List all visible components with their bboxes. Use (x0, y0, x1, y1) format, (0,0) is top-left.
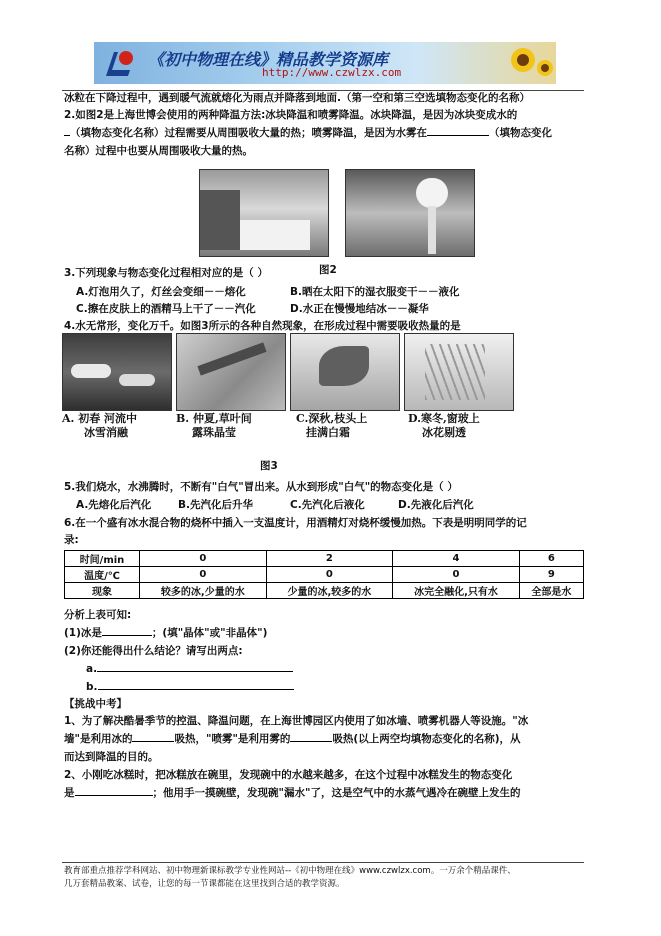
table-cell: 0 (140, 567, 267, 583)
option-c: C.先汽化后液化 (290, 499, 365, 511)
option-c: C.擦在皮肤上的酒精马上干了－－汽化 (76, 303, 256, 315)
footer-text: 几万套精品教案、试卷，让您的每一节课都能在这里找到合适的教学资源。 (64, 879, 345, 889)
caption-b: B. 仲夏,草叶间 露珠晶莹 (176, 412, 252, 439)
answer-1: (1)冰是 ；(填"晶体"或"非晶体") (64, 627, 268, 639)
photo-ice-wall (199, 169, 329, 257)
photo-melting-ice (62, 333, 172, 411)
table-cell: 0 (266, 567, 393, 583)
footer-text: 教育部重点推荐学科网站、初中物理新课标教学专业性网站--《初中物理在线》www.czwlzx.com。一万余个精品课件、 (64, 866, 516, 876)
question-4: 4.水无常形，变化万千。如图3所示的各种自然现象，在形成过程中需要吸收热量的是 (64, 320, 461, 332)
banner-url: http://www.czwlzx.com (262, 66, 402, 79)
table-cell: 冰完全融化,只有水 (393, 583, 520, 599)
table-row (65, 583, 584, 599)
option-b: B.晒在太阳下的湿衣服变干－－液化 (290, 286, 460, 298)
question-5: 5.我们烧水，水沸腾时，不断有"白气"冒出来。从水到形成"白气"的物态变化是（ ） (64, 481, 458, 493)
table-cell: 9 (519, 567, 583, 583)
text-line: 冰粒在下降过程中，遇到暖气流就熔化为雨点并降落到地面.（第一空和第三空选填物态变化的名称） (64, 92, 530, 104)
table-cell: 时间/min (65, 551, 140, 567)
table-cell: 较多的冰,少量的水 (140, 583, 267, 599)
table-cell: 0 (393, 567, 520, 583)
data-table (64, 550, 584, 599)
caption-d: D.寒冬,窗玻上 冰花剔透 (408, 412, 480, 439)
answer-2: (2)你还能得出什么结论？请写出两点: (64, 645, 243, 657)
text-line: 墙"是利用冰的 吸热，"喷雾"是利用雾的 吸热(以上两空均填物态变化的名称)，从 (64, 733, 521, 745)
answer-2b: b. (86, 680, 294, 694)
text-line: 而达到降温的目的。 (64, 751, 159, 763)
table-cell: 温度/℃ (65, 567, 140, 583)
option-b: B.先汽化后升华 (178, 499, 253, 511)
table-row (65, 551, 584, 567)
figure-2-label: 图2 (319, 264, 337, 276)
table-cell: 现象 (65, 583, 140, 599)
caption-a: A. 初春 河流中 冰雪消融 (62, 412, 138, 439)
challenge-2: 2、小刚吃冰糕时，把冰糕放在碗里，发现碗中的水越来越多，在这个过程中冰糕发生的物态变化 (64, 769, 513, 781)
photo-spray-robot (345, 169, 475, 257)
table-cell: 4 (393, 551, 520, 567)
table-cell: 0 (140, 551, 267, 567)
text-line: 名称）过程中也要从周围吸收大量的热。 (64, 145, 253, 157)
table-cell: 6 (519, 551, 583, 567)
figure-3-label: 图3 (260, 460, 278, 472)
text-line: 录: (64, 534, 79, 546)
question-3: 3.下列现象与物态变化过程相对应的是（ ） (64, 267, 268, 279)
photo-window-frost (404, 333, 514, 411)
photo-dew (176, 333, 286, 411)
table-row (65, 567, 584, 583)
question-6: 6.在一个盛有冰水混合物的烧杯中插入一支温度计，用酒精灯对烧杯缓慢加热。下表是明明同学的记 (64, 517, 527, 529)
photo-frost (290, 333, 400, 411)
challenge-1: 1、为了解决酷暑季节的控温、降温问题，在上海世博园区内使用了如冰墙、喷雾机器人等设施。"冰 (64, 715, 529, 727)
caption-c: C.深秋,枝头上 挂满白霜 (296, 412, 368, 439)
text-line: 是 ；他用手一摸碗壁，发现碗"漏水"了，这是空气中的水蒸气遇冷在碗壁上发生的 (64, 787, 521, 799)
answer-2a: a. (86, 662, 293, 676)
table-cell: 2 (266, 551, 393, 567)
table-cell: 少量的冰,较多的水 (266, 583, 393, 599)
option-a: A.灯泡用久了，灯丝会变细－－熔化 (76, 286, 246, 298)
question-2: 2.如图2是上海世博会使用的两种降温方法:冰块降温和喷雾降温。冰块降温，是因为冰块变成水的 (64, 109, 518, 121)
option-d: D.先液化后汽化 (398, 499, 474, 511)
option-d: D.水正在慢慢地结冰－－凝华 (290, 303, 429, 315)
text-line: （填物态变化名称）过程需要从周围吸收大量的热；喷雾降温，是因为水雾在 （填物态变化 (64, 126, 552, 140)
footer-rule (62, 862, 584, 863)
sunflower-icon (505, 44, 553, 82)
option-a: A.先熔化后汽化 (76, 499, 152, 511)
site-logo-icon (100, 46, 138, 80)
challenge-heading: 【挑战中考】 (64, 698, 127, 710)
table-cell: 全部是水 (519, 583, 583, 599)
banner-title: 《初中物理在线》精品教学资源库 (148, 50, 389, 69)
analysis-heading: 分析上表可知: (64, 609, 132, 621)
